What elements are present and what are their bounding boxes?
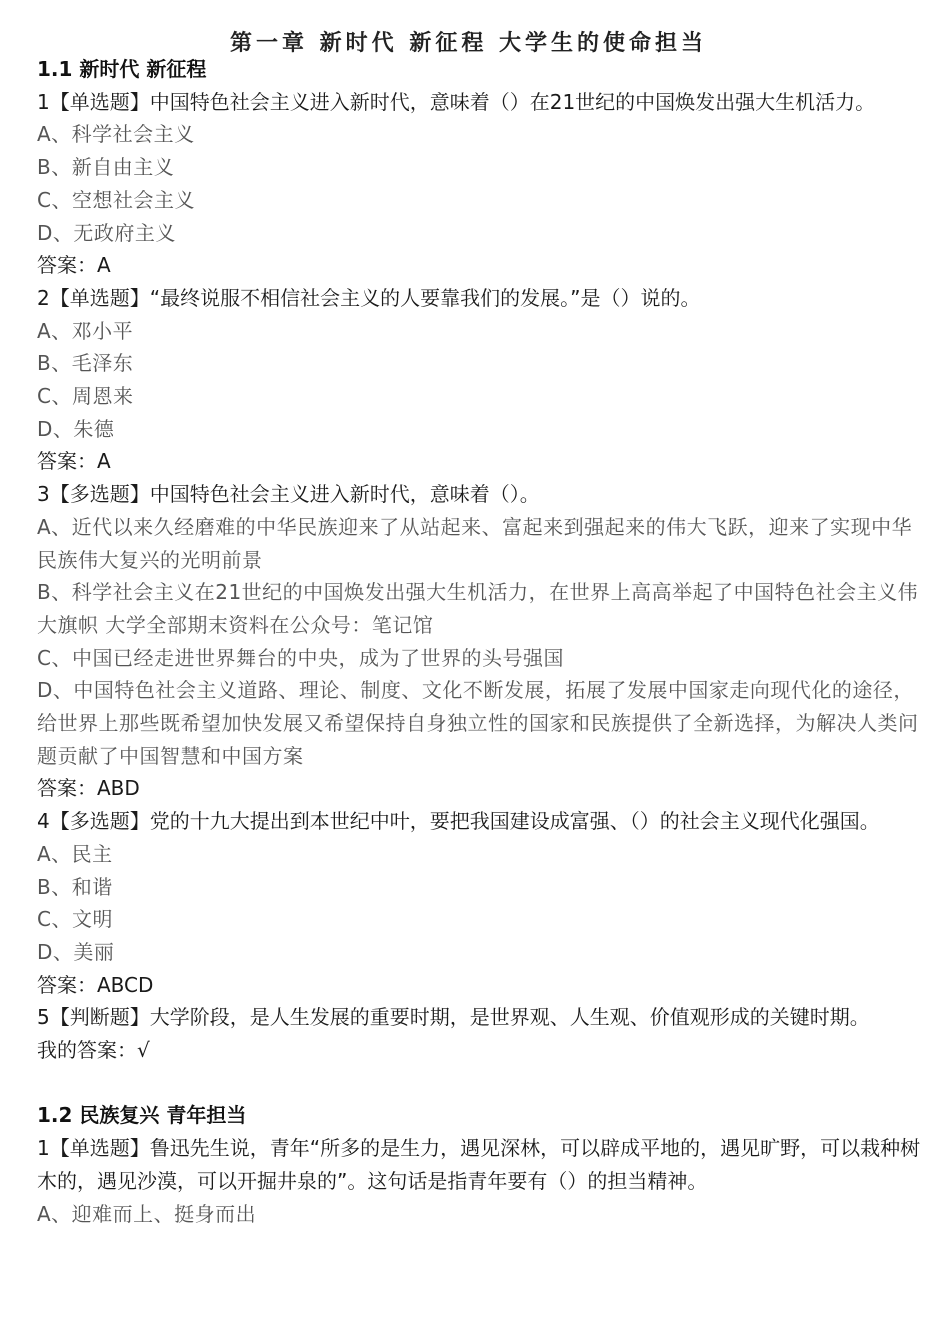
question-text: 5【判断题】大学阶段，是人生发展的重要时期，是世界观、人生观、价值观形成的关键时期。 [37,1005,870,1030]
option-c: C、周恩来 [37,384,134,409]
header-fragment-text: 第一章 新时代 新征程 大学生的使命担当 [230,31,707,56]
option-d: D、美丽 [37,939,115,964]
document-content [37,53,927,1230]
option-b: B、科学社会主义在21世纪的中国焕发出强大生机活力，在世界上高高举起了中国特色社会主义伟大旗帜 大学全部期末资料在公众号：笔记馆 [37,580,919,637]
question-text: 1【单选题】鲁迅先生说，青年“所多的是生力，遇见深林，可以辟成平地的，遇见旷野，可以栽种树木的，遇见沙漠，可以开掘井泉的”。这句话是指青年要有（）的担当精神。 [37,1136,921,1193]
section-title: 1.1 新时代 新征程 [37,57,207,81]
option-d: D、中国特色社会主义道路、理论、制度、文化不断发展，拓展了发展中国家走向现代化的途径，给世界上那些既希望加快发展又希望保持自身独立性的国家和民族提供了全新选择，为解决人类问题贡献了中国智慧和中国方案 [37,678,919,768]
option-c: C、中国已经走进世界舞台的中央，成为了世界的头号强国 [37,645,564,670]
option-a: A、科学社会主义 [37,122,195,147]
option-a: A、近代以来久经磨难的中华民族迎来了从站起来、富起来到强起来的伟大飞跃，迎来了实现中华民族伟大复兴的光明前景 [37,514,913,572]
option-b: B、和谐 [37,874,113,899]
option-a: A、迎难而上、挺身而出 [37,1201,257,1226]
answer-text: 答案：A [37,449,111,474]
question-text: 3【多选题】中国特色社会主义进入新时代，意味着（）。 [37,482,540,507]
option-a: A、邓小平 [37,318,134,343]
option-a: A、民主 [37,841,113,866]
option-c: C、文明 [37,907,113,932]
question-text: 4【多选题】党的十九大提出到本世纪中叶，要把我国建设成富强、（）的社会主义现代化强国。 [37,809,880,834]
section-spacer [37,1067,927,1100]
answer-text: 答案：A [37,253,111,278]
question-text: 1【单选题】中国特色社会主义进入新时代，意味着（）在21世纪的中国焕发出强大生机活力。 [37,89,876,114]
answer-text: 答案：ABD [37,776,140,801]
option-d: D、朱德 [37,416,115,441]
option-b: B、新自由主义 [37,155,175,180]
section-title: 1.2 民族复兴 青年担当 [37,1103,247,1128]
answer-text: 我的答案：√ [37,1038,150,1063]
option-c: C、空想社会主义 [37,187,195,212]
cropped-header-fragment [230,31,710,56]
answer-text: 答案：ABCD [37,972,154,997]
option-d: D、无政府主义 [37,220,176,245]
option-b: B、毛泽东 [37,351,134,376]
question-text: 2【单选题】“最终说服不相信社会主义的人要靠我们的发展。”是（）说的。 [37,285,701,310]
